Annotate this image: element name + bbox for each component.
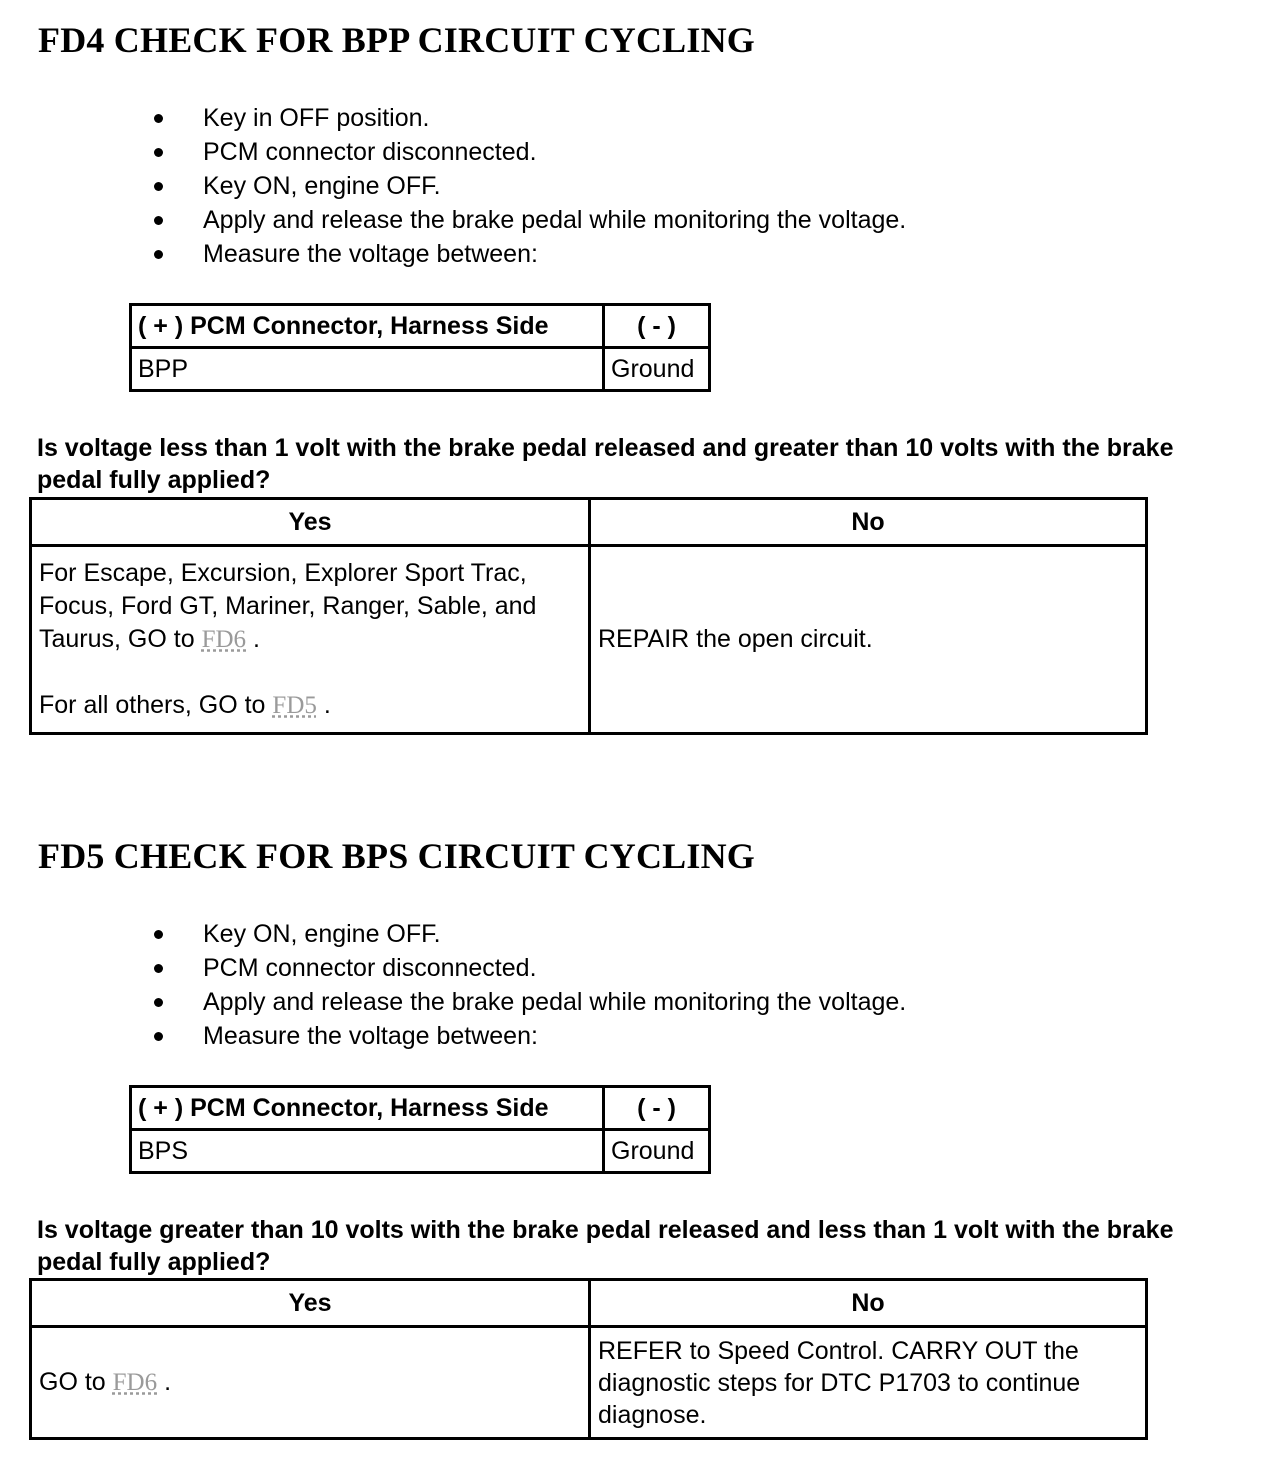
fd5-title: FD5 CHECK FOR BPS CIRCUIT CYCLING <box>38 836 756 876</box>
measure-plus-cell: BPS <box>131 1130 604 1173</box>
measure-plus-cell: BPP <box>131 348 604 391</box>
measure-header-minus: ( - ) <box>604 1087 710 1130</box>
fd4-step-list <box>152 101 906 271</box>
fd5-step: PCM connector disconnected. <box>152 951 906 985</box>
fd4-measure-table <box>129 303 711 392</box>
measure-header-minus: ( - ) <box>604 305 710 348</box>
fd5-result-table <box>29 1278 1148 1440</box>
no-header: No <box>590 499 1147 546</box>
fd5-step: Apply and release the brake pedal while monitoring the voltage. <box>152 985 906 1019</box>
yes-cell: GO to FD6 . <box>31 1327 590 1439</box>
fd5-step-list <box>152 917 906 1053</box>
fd5-link[interactable]: FD5 <box>272 692 317 719</box>
fd6-link[interactable]: FD6 <box>112 1369 158 1396</box>
fd4-title: FD4 CHECK FOR BPP CIRCUIT CYCLING <box>38 20 755 60</box>
fd4-step: PCM connector disconnected. <box>152 135 906 169</box>
fd4-step: Measure the voltage between: <box>152 237 906 271</box>
fd5-question: Is voltage greater than 10 volts with the brake pedal released and less than 1 volt with the brake pedal fully applied? <box>37 1216 1174 1276</box>
yes-option-1: For Escape, Excursion, Explorer Sport Trac, Focus, Ford GT, Mariner, Ranger, Sable, and Taurus, GO to FD6 . <box>39 559 537 653</box>
fd5-step: Key ON, engine OFF. <box>152 917 906 951</box>
fd5-measure-table <box>129 1085 711 1174</box>
fd5-step: Measure the voltage between: <box>152 1019 906 1053</box>
measure-header-plus: ( + ) PCM Connector, Harness Side <box>131 305 604 348</box>
no-header: No <box>590 1280 1147 1327</box>
fd4-step: Key ON, engine OFF. <box>152 169 906 203</box>
yes-cell <box>31 546 590 734</box>
measure-minus-cell: Ground <box>604 348 710 391</box>
yes-header: Yes <box>31 499 590 546</box>
fd6-link[interactable]: FD6 <box>201 626 247 653</box>
fd4-step: Apply and release the brake pedal while monitoring the voltage. <box>152 203 906 237</box>
no-cell: REFER to Speed Control. CARRY OUT the diagnostic steps for DTC P1703 to continue diagnose. <box>590 1327 1147 1439</box>
yes-option-2: For all others, GO to FD5 . <box>39 691 331 719</box>
measure-minus-cell: Ground <box>604 1130 710 1173</box>
measure-header-plus: ( + ) PCM Connector, Harness Side <box>131 1087 604 1130</box>
no-cell: REPAIR the open circuit. <box>590 546 1147 734</box>
fd4-step: Key in OFF position. <box>152 101 906 135</box>
fd4-result-table <box>29 497 1148 735</box>
yes-header: Yes <box>31 1280 590 1327</box>
fd4-question: Is voltage less than 1 volt with the brake pedal released and greater than 10 volts with the brake pedal fully applied? <box>37 434 1174 494</box>
